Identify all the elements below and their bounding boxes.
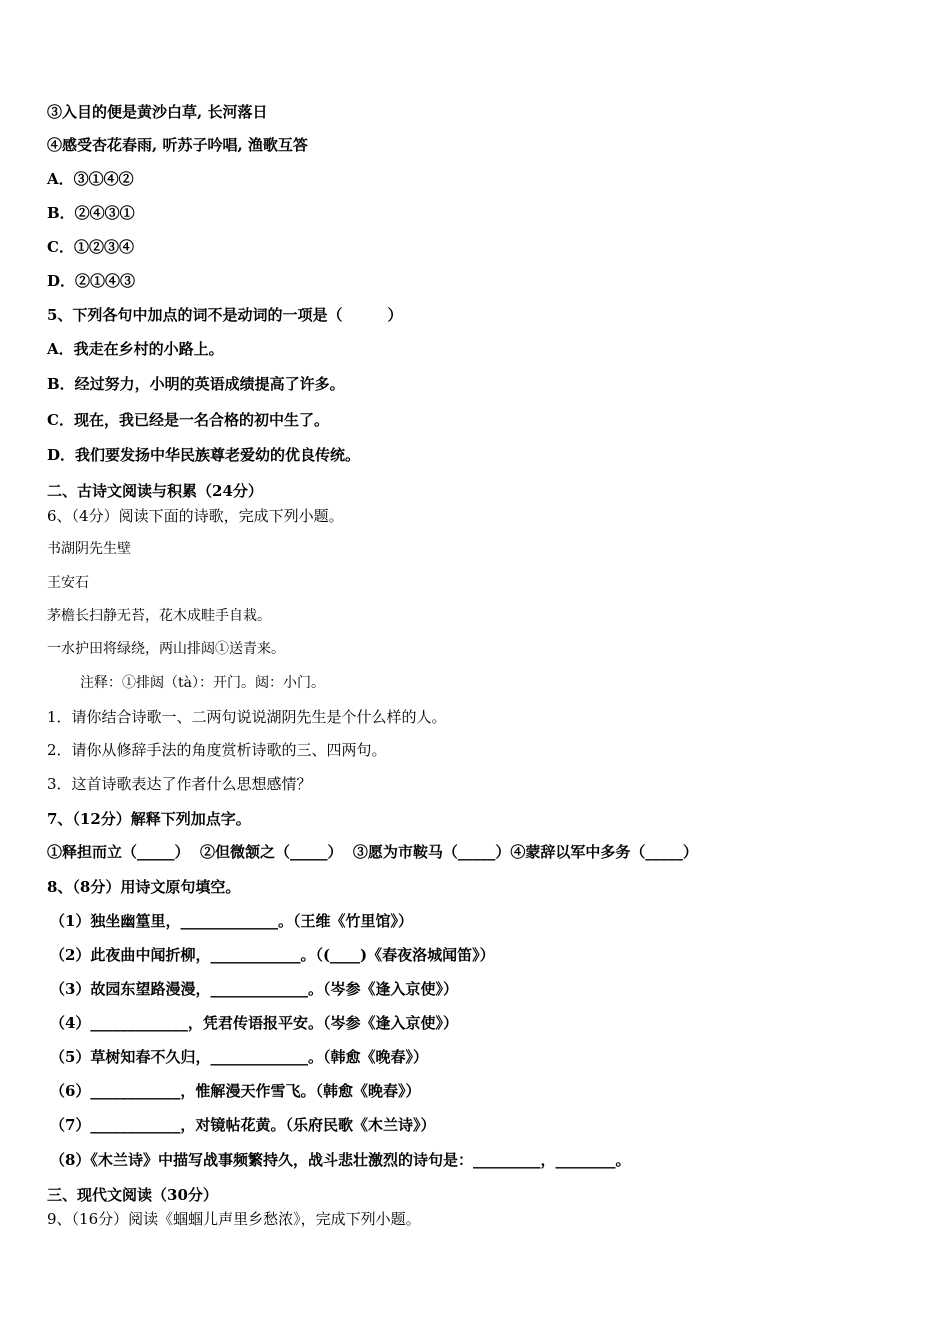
section-2-title: 二、古诗文阅读与积累（24分） — [47, 482, 263, 500]
q9-stem: 9、（16分）阅读《蝈蝈儿声里乡愁浓》，完成下列小题。 — [47, 1210, 421, 1228]
q8-line-7: （7）____________，对镜帖花黄。（乐府民歌《木兰诗》） — [50, 1116, 436, 1134]
q4-item-3: ③入目的便是黄沙白草, 长河落日 — [47, 103, 268, 121]
q8-line-5: （5）草树知春不久归，_____________。（韩愈《晚春》） — [50, 1048, 428, 1066]
q6-stem: 6、（4分）阅读下面的诗歌，完成下列小题。 — [47, 507, 344, 525]
q5-option-a: A．我走在乡村的小路上。 — [47, 340, 224, 358]
q5-option-c: C．现在，我已经是一名合格的初中生了。 — [47, 411, 329, 429]
q6-subquestion-2: 2．请你从修辞手法的角度赏析诗歌的三、四两句。 — [47, 741, 387, 759]
poem-line-2: 一水护田将绿绕，两山排闼①送青来。 — [47, 641, 285, 657]
q4-option-d: D．②①④③ — [47, 272, 136, 290]
q7-items: ①释担而立（_____） ②但微颔之（_____） ③愿为市鞍马（_____）④蒙辞以军中多务（_____） — [47, 843, 698, 861]
poem-title: 书湖阴先生壁 — [47, 541, 131, 557]
q8-line-2: （2）此夜曲中闻折柳，____________。（(____)《春夜洛城闻笛》） — [50, 946, 495, 964]
q8-line-1: （1）独坐幽篁里，_____________。（王维《竹里馆》） — [50, 912, 413, 930]
poem-line-1: 茅檐长扫静无苔，花木成畦手自栽。 — [47, 608, 271, 624]
q5-option-d: D．我们要发扬中华民族尊老爱幼的优良传统。 — [47, 446, 361, 464]
q8-line-8: （8）《木兰诗》中描写战事频繁持久，战斗悲壮激烈的诗句是：_________，________。 — [50, 1151, 631, 1169]
q4-option-b: B．②④③① — [47, 204, 135, 222]
q5-option-b: B．经过努力，小明的英语成绩提高了许多。 — [47, 375, 345, 393]
q6-subquestion-1: 1．请你结合诗歌一、二两句说说湖阴先生是个什么样的人。 — [47, 708, 447, 726]
q4-option-a: A．③①④② — [47, 170, 134, 188]
q6-subquestion-3: 3．这首诗歌表达了作者什么思想感情？ — [47, 775, 312, 793]
q4-item-4: ④感受杏花春雨, 听苏子吟唱, 渔歌互答 — [47, 136, 308, 154]
q8-line-6: （6）____________，惟解漫天作雪飞。（韩愈《晚春》） — [50, 1082, 421, 1100]
q7-stem: 7、（12分）解释下列加点字。 — [47, 810, 251, 828]
poem-author: 王安石 — [47, 575, 89, 591]
q8-line-3: （3）故园东望路漫漫，_____________。（岑参《逢入京使》） — [50, 980, 458, 998]
q5-stem: 5、下列各句中加点的词不是动词的一项是（ ） — [47, 306, 403, 324]
q8-stem: 8、（8分）用诗文原句填空。 — [47, 878, 241, 896]
q4-option-c: C．①②③④ — [47, 238, 134, 256]
poem-note: 注释：①排闼（tà）：开门。闼：小门。 — [80, 675, 325, 691]
section-3-title: 三、现代文阅读（30分） — [47, 1186, 218, 1204]
q8-line-4: （4）_____________，凭君传语报平安。（岑参《逢入京使》） — [50, 1014, 458, 1032]
